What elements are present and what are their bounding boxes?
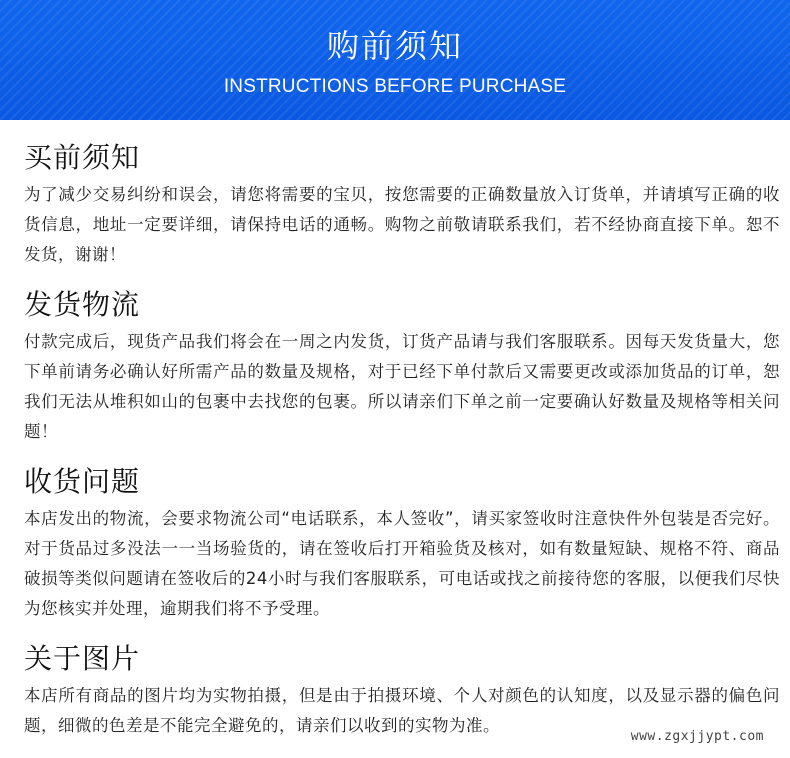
- section-about-images: [24, 641, 780, 741]
- section-heading: 发货物流: [24, 288, 141, 321]
- section-shipping: [24, 287, 780, 447]
- section-before-purchase: [24, 140, 780, 270]
- section-body: 付款完成后，现货产品我们将会在一周之内发货，订货产品请与我们客服联系。因每天发货量大，您下单前请务必确认好所需产品的数量及规格，对于已经下单付款后又需要更改或添加货品的订单，恕我们无法从堆积如山的包裹中去找您的包裹。所以请亲们下单之前一定要确认好数量及规格等相关问题！: [24, 332, 780, 441]
- banner-subtitle: INSTRUCTIONS BEFORE PURCHASE: [223, 76, 567, 97]
- section-body: 本店发出的物流，会要求物流公司“电话联系，本人签收”，请买家签收时注意快件外包装是否完好。对于货品过多没法一一当场验货的，请在签收后打开箱验货及核对，如有数量短缺、规格不符、商品破损等类似问题请在签收后的24小时与我们客服联系，可电话或找之前接待您的客服，以便我们尽快为您核实并处理，逾期我们将不予受理。: [24, 509, 780, 618]
- section-receiving: [24, 464, 780, 624]
- section-body: 为了减少交易纠纷和误会，请您将需要的宝贝，按您需要的正确数量放入订货单，并请填写正确的收货信息，地址一定要详细，请保持电话的通畅。购物之前敬请联系我们，若不经协商直接下单。恕不发货，谢谢！: [24, 185, 780, 264]
- section-heading: 关于图片: [24, 642, 141, 675]
- watermark-text: www.zgxjjypt.com: [630, 729, 764, 744]
- section-heading: 收货问题: [24, 465, 141, 498]
- banner-title: 购前须知: [326, 27, 463, 65]
- section-body: 本店所有商品的图片均为实物拍摄，但是由于拍摄环境、个人对颜色的认知度，以及显示器的偏色问题，细微的色差是不能完全避免的，请亲们以收到的实物为准。: [24, 686, 780, 735]
- section-heading: 买前须知: [24, 141, 141, 174]
- header-banner: [0, 0, 790, 120]
